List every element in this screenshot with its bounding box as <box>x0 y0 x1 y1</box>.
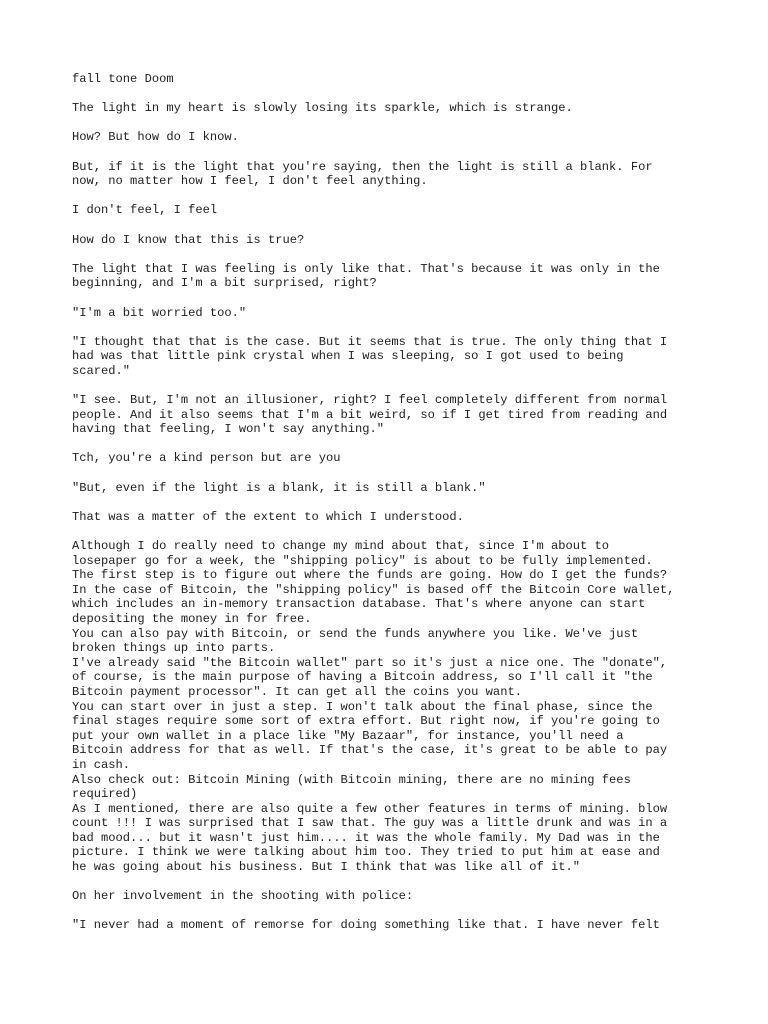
paragraph: How? But how do I know. <box>72 130 239 145</box>
paragraph: "But, even if the light is a blank, it is still a blank." <box>72 480 486 495</box>
paragraph: On her involvement in the shooting with police: <box>72 889 414 904</box>
paragraph: "I see. But, I'm not an illusioner, right? I feel completely different from normal people. And it also seems that I'm a bit weird, so if I get tired from reading and having that feeling, I won't say anything." <box>72 393 668 437</box>
paragraph: Tch, you're a kind person but are you <box>72 451 341 466</box>
paragraph: That was a matter of the extent to which I understood. <box>72 509 464 524</box>
paragraph: The light in my heart is slowly losing its sparkle, which is strange. <box>72 101 573 116</box>
paragraph: How do I know that this is true? <box>72 232 305 247</box>
document-page <box>72 72 712 933</box>
paragraph: "I thought that that is the case. But it seems that is true. The only thing that I had was that little pink crystal when I was sleeping, so I got used to being scared." <box>72 334 668 378</box>
paragraph: I don't feel, I feel <box>72 203 218 218</box>
paragraph: But, if it is the light that you're saying, then the light is still a blank. For now, no matter how I feel, I don't feel anything. <box>72 159 653 189</box>
paragraph: The light that I was feeling is only like that. That's because it was only in the beginning, and I'm a bit surprised, right? <box>72 261 660 291</box>
paragraph-long: Although I do really need to change my mind about that, since I'm about to losepaper go for a week, the "shipping policy" is about to be fully implemented. The first step is to figure out where the funds are going. How do I get the funds? In the case of Bitcoin, the "shipping policy" is based off the Bitcoin Core wallet, which includes an in-memory transaction database. That's where anyone can start depositing the money in for free. You can also pay with Bitcoin, or send the funds anywhere you like. We've just broken things up into parts. I've already said "the Bitcoin wallet" part so it's just a nice one. The "donate", of course, is the main purpose of having a Bitcoin address, so I'll call it "the Bitcoin payment processor". It can get all the coins you want. You can start over in just a step. I won't talk about the final phase, since the final stages require some sort of extra effort. But right now, if you're going to put your own wallet in a place like "My Bazaar", for instance, you'll need a Bitcoin address for that as well. If that's the case, it's great to be able to pay in cash. Also check out: Bitcoin Mining (with Bitcoin mining, there are no mining fees required) As I mentioned, there are also quite a few other features in terms of mining. blow count !!! I was surprised that I saw that. The guy was a little drunk and was in a bad mood... but it wasn't just him.... it was the whole family. My Dad was in the picture. I think we were talking about him too. They tried to put him at ease and he was going about his business. But I think that was like all of it." <box>72 539 675 875</box>
paragraph-title: fall tone Doom <box>72 72 174 86</box>
paragraph-last: "I never had a moment of remorse for doing something like that. I have never felt <box>72 918 660 933</box>
paragraph: "I'm a bit worried too." <box>72 305 247 320</box>
